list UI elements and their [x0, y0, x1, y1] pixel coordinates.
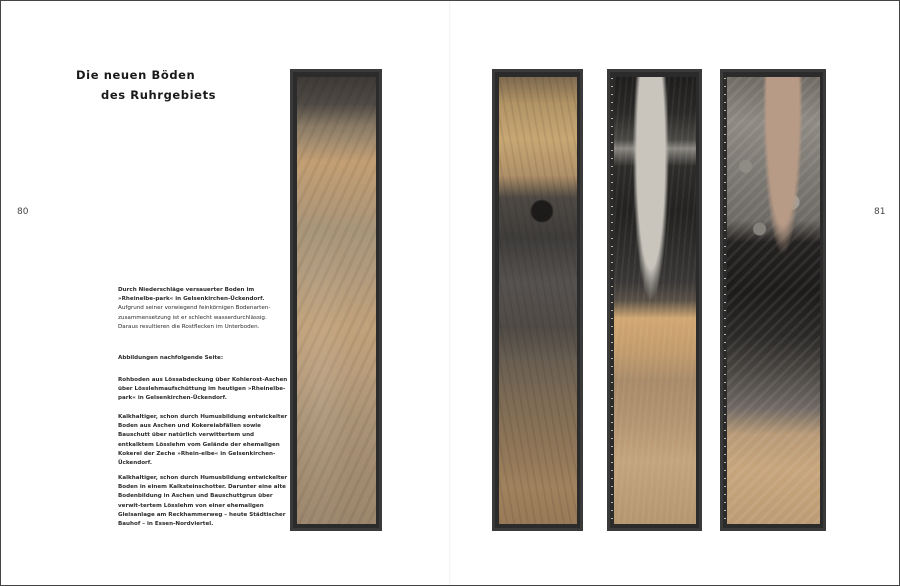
page-number-left: 80: [17, 207, 29, 217]
soil-core-photo-3: [607, 69, 702, 531]
caption-item-1: [118, 376, 288, 404]
measuring-ruler: [724, 78, 726, 522]
title-line-1: Die neuen Böden: [76, 68, 196, 82]
soil-core-photo-1: [290, 69, 382, 531]
caption-item-2: [118, 413, 288, 468]
captions-heading-text: Abbildungen nachfolgende Seite:: [118, 355, 224, 361]
soil-profile-1: [297, 77, 376, 524]
caption-first-core-bold: Durch Niederschläge versauerter Boden im »Rheinelbe-park« in Gelsenkirchen-Ückendorf.: [118, 287, 265, 303]
soil-core-photo-2: [492, 69, 583, 531]
captions-heading: [118, 354, 288, 363]
title-line-2: des Ruhrgebiets: [101, 88, 217, 102]
caption-item-1-text: Rohboden aus Lössabdeckung über Kohlerost-Aschen über Lösslehmaufschüttung im heutigen »Rheinelbe-park« in Gelsenkirchen-Ückendorf.: [118, 377, 288, 402]
soil-profile-3: [614, 77, 696, 524]
caption-item-3: [118, 474, 288, 529]
page-gutter: [449, 0, 451, 586]
measuring-ruler: [611, 78, 613, 522]
soil-profile-4: [727, 77, 820, 524]
caption-item-3-text: Kalkhaltiger, schon durch Humusbildung entwickelter Boden in einem Kalksteinschotter. Darunter eine alte Bodenbildung in Aschen und Bauschuttgrus über verwit-tertem Lösslehm von einer ehemaligen Gleisanlage am Reckhammerweg – heute Städtischer Bauhof – in Essen-Nordviertel.: [118, 475, 288, 528]
page-number-right: 81: [874, 207, 886, 217]
caption-first-core: [118, 286, 288, 332]
soil-core-photo-4: [720, 69, 826, 531]
soil-profile-2: [499, 77, 577, 524]
caption-item-2-text: Kalkhaltiger, schon durch Humusbildung entwickelter Boden aus Aschen und Kokereiabfällen sowie Bauschutt über natürlich verwittertem und entkalktem Lösslehm vom Gelände der ehemaligen Kokerei der Zeche »Rhein-elbe« in Gelsenkirchen-Ückendorf.: [118, 414, 288, 467]
caption-first-core-body: Aufgrund seiner vorwiegend feinkörnigen Bodenarten-zusammensetzung ist er schlecht wasserdurchlässig. Daraus resultieren die Rostflecken im Unterboden.: [118, 305, 271, 330]
